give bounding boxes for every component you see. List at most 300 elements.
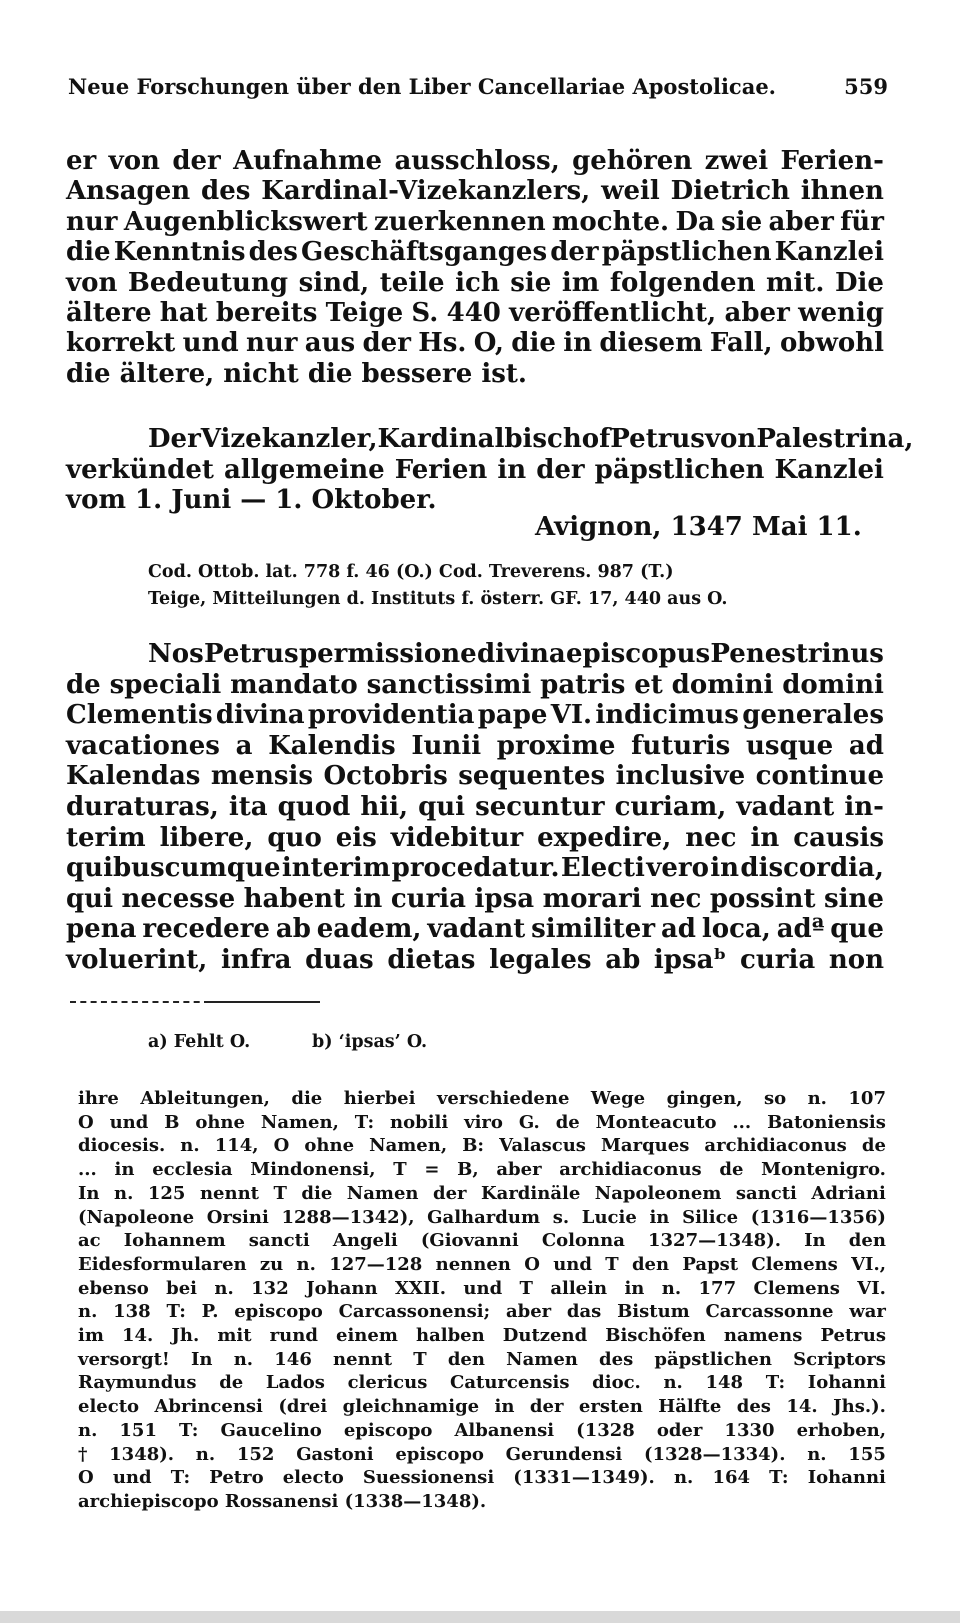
intro-line xyxy=(66,268,884,298)
word: bereits xyxy=(215,298,318,328)
word: T: xyxy=(179,1419,199,1441)
sources-line-1: Cod. Ottob. lat. 778 f. 46 (O.) Cod. Treverens. 987 (T.) xyxy=(148,562,674,582)
word: Namen xyxy=(346,1182,419,1204)
word: der xyxy=(432,1182,467,1204)
note-line xyxy=(78,1230,886,1251)
word: Kalendas xyxy=(66,761,201,792)
word: den xyxy=(848,1230,886,1252)
word: electo xyxy=(78,1396,140,1418)
word: päpstlichen xyxy=(601,237,772,268)
note-line xyxy=(78,1491,486,1512)
word: (1316—1356) xyxy=(750,1206,886,1228)
word: Nos xyxy=(148,639,204,669)
word: de xyxy=(861,1135,886,1157)
word: domini xyxy=(671,669,774,700)
word: ebenso xyxy=(78,1277,149,1299)
word: T xyxy=(413,1348,427,1370)
word: gingen, xyxy=(666,1088,743,1109)
word: für xyxy=(840,206,884,237)
word: Palestrina, xyxy=(756,424,914,454)
word: eadem, xyxy=(316,914,422,945)
text-line xyxy=(66,700,884,730)
word: Hs. xyxy=(418,328,467,359)
word: Iohanni xyxy=(807,1467,886,1489)
word: 127—128 xyxy=(329,1253,423,1275)
word: ab xyxy=(605,945,641,975)
word: ersten xyxy=(578,1396,643,1418)
word: Clemens xyxy=(753,1277,840,1299)
word: episcopus xyxy=(566,639,711,669)
word: nobili xyxy=(390,1111,449,1133)
note-line xyxy=(78,1278,886,1299)
word: das xyxy=(566,1301,602,1323)
word: 146 xyxy=(274,1348,312,1370)
word: terim xyxy=(66,822,146,853)
summary-line xyxy=(66,455,884,485)
word: rund xyxy=(269,1325,318,1346)
word: die xyxy=(66,237,111,268)
word: in xyxy=(114,1159,135,1181)
text-line xyxy=(66,761,884,791)
word: XXII. xyxy=(394,1277,446,1299)
word: In xyxy=(804,1230,826,1252)
text-line xyxy=(66,914,884,944)
word: episcopo xyxy=(234,1301,323,1323)
word: T xyxy=(519,1277,533,1299)
footnote-b: b) ‘ipsas’ O. xyxy=(312,1032,428,1052)
word: 1288—1342), xyxy=(281,1206,415,1228)
note-line xyxy=(78,1088,886,1109)
word: 155 xyxy=(848,1443,886,1465)
word: electo xyxy=(282,1467,344,1489)
intro-line xyxy=(66,298,884,328)
word: Aufnahme xyxy=(233,146,383,176)
word: S. xyxy=(411,298,439,328)
word: 177 xyxy=(698,1277,737,1299)
note-line xyxy=(78,1420,886,1441)
word: Dutzend xyxy=(502,1325,588,1346)
word: päpstlichen xyxy=(654,1348,772,1370)
word: Orsini xyxy=(206,1206,269,1228)
word: und xyxy=(109,1111,149,1133)
word: 1327—1348). xyxy=(648,1230,781,1252)
summary-line xyxy=(66,485,437,515)
word: In xyxy=(78,1182,100,1204)
word: vacationes xyxy=(66,730,220,761)
word: necesse xyxy=(121,883,236,914)
word: in xyxy=(353,883,383,914)
word: quibuscumque xyxy=(66,853,281,884)
word: im xyxy=(78,1325,104,1346)
word: und xyxy=(182,328,239,359)
word: patris xyxy=(540,669,626,700)
word: Kenntnis xyxy=(113,237,246,268)
word: in xyxy=(750,822,780,853)
word: in xyxy=(563,328,592,359)
word: Bedeutung xyxy=(127,267,289,298)
word: zwei xyxy=(704,146,769,176)
word: in xyxy=(494,1396,515,1418)
word: O, xyxy=(473,328,504,359)
note-line xyxy=(78,1372,886,1393)
word: dioc. xyxy=(592,1372,641,1394)
word: † xyxy=(78,1443,88,1465)
word: Kardinalbischof xyxy=(377,424,611,454)
word: (1328—1334). xyxy=(643,1443,786,1465)
word: n. xyxy=(673,1467,694,1489)
word: Wege xyxy=(590,1088,646,1109)
word: Mindonensi, xyxy=(250,1159,376,1181)
word: T xyxy=(273,1182,287,1204)
word: Bischöfen xyxy=(605,1325,706,1346)
note-line xyxy=(78,1254,886,1275)
word: Napoleonem xyxy=(594,1182,722,1204)
word: aus xyxy=(304,328,356,359)
word: quo xyxy=(267,822,322,853)
word: viro xyxy=(464,1111,503,1133)
word: qui xyxy=(66,883,113,914)
word: VI. xyxy=(550,700,593,731)
word: ihnen xyxy=(800,176,884,207)
word: von xyxy=(66,267,118,298)
word: quod xyxy=(277,792,351,822)
word: vadant xyxy=(427,914,526,945)
note-line xyxy=(78,1135,886,1156)
word: Kalendis xyxy=(268,730,396,761)
word: 1330 xyxy=(724,1419,775,1441)
word: Johann xyxy=(306,1277,378,1299)
word: Electi xyxy=(560,853,645,884)
word: in xyxy=(497,454,527,485)
word: Fall, xyxy=(709,328,773,359)
word: generales xyxy=(742,700,884,731)
word: Marques xyxy=(601,1135,690,1157)
word: clericus xyxy=(347,1372,428,1394)
word: libere, xyxy=(159,822,254,853)
word: (1331—1349). xyxy=(513,1467,655,1489)
word: Silice xyxy=(682,1206,739,1228)
word: morari xyxy=(542,883,642,914)
word: ad xyxy=(848,730,884,761)
word: T: xyxy=(170,1467,191,1489)
word: Carcassonensi; xyxy=(338,1301,491,1323)
scan-bottom-edge xyxy=(0,1611,960,1623)
word: diocesis. xyxy=(78,1135,166,1157)
word: possint xyxy=(709,883,816,914)
word: Montenigro. xyxy=(761,1159,886,1181)
word: verkündet xyxy=(66,454,214,485)
word: et xyxy=(634,669,663,700)
word: Suessionensi xyxy=(362,1467,495,1489)
word: (Giovanni xyxy=(420,1230,519,1252)
word: die xyxy=(291,1088,323,1109)
word: VI. xyxy=(857,1277,886,1299)
word: mochte. xyxy=(551,206,670,237)
note-line xyxy=(78,1396,886,1417)
note-line xyxy=(78,1467,886,1488)
word: Ansagen xyxy=(66,176,191,207)
word: videbitur xyxy=(390,822,524,853)
word: Angeli xyxy=(332,1230,398,1252)
word: divina xyxy=(476,639,566,669)
word: O xyxy=(78,1467,94,1489)
word: pape xyxy=(477,700,548,731)
word: von xyxy=(704,424,757,454)
word: allein xyxy=(550,1277,608,1299)
word: Dietrich xyxy=(670,176,790,207)
footnote-rule-dashed xyxy=(70,1001,210,1003)
word: ohne xyxy=(304,1135,355,1157)
word: T xyxy=(393,1159,407,1181)
word: n. xyxy=(180,1135,200,1157)
word: den xyxy=(447,1348,485,1370)
word: Petrus xyxy=(204,639,299,669)
word: weil xyxy=(601,176,660,207)
word: hii, xyxy=(360,792,409,822)
word: des xyxy=(248,237,298,268)
word: gleichnamige xyxy=(342,1396,480,1418)
word: und xyxy=(553,1253,592,1275)
text-line xyxy=(66,823,884,853)
word: Petro xyxy=(209,1467,264,1489)
word: aber xyxy=(768,206,834,237)
word: folgenden xyxy=(609,267,756,298)
note-line xyxy=(78,1349,886,1370)
word: B: xyxy=(462,1135,485,1157)
word: que xyxy=(830,914,884,945)
word: Namen xyxy=(506,1348,578,1370)
word: veröffentlicht, xyxy=(509,298,717,328)
word: hierbei xyxy=(343,1088,416,1109)
word: causis xyxy=(793,822,884,853)
word: sancti xyxy=(248,1230,310,1252)
word: eis xyxy=(335,822,377,853)
word: nec xyxy=(685,822,737,853)
word: die xyxy=(301,1182,333,1204)
word: ohne xyxy=(195,1111,245,1133)
word: oder xyxy=(656,1419,703,1441)
word: loca, xyxy=(701,914,771,945)
word: futuris xyxy=(631,730,731,761)
word: Vizekanzler, xyxy=(200,424,378,454)
note-line xyxy=(78,1159,886,1180)
word: legales xyxy=(489,945,592,975)
word: teile xyxy=(379,267,445,298)
word: ita xyxy=(228,792,268,822)
word: sanctissimi xyxy=(366,669,532,700)
word: Die xyxy=(834,267,884,298)
word: archiepiscopo Rossanensi (1338—1348). xyxy=(78,1490,487,1512)
word: Kardinal-Vizekanzlers, xyxy=(261,176,591,207)
word: Namen, xyxy=(369,1135,448,1157)
word: halben xyxy=(415,1325,485,1346)
word: zu xyxy=(259,1253,284,1275)
word: ... xyxy=(78,1159,97,1181)
word: duas xyxy=(305,945,374,975)
word: der xyxy=(550,237,599,268)
word: similiter xyxy=(531,914,656,945)
word: n. xyxy=(807,1443,827,1465)
word: P. xyxy=(201,1301,219,1323)
page-number: 559 xyxy=(844,74,888,99)
word: von xyxy=(108,146,160,176)
word: ausschloss, xyxy=(394,146,560,176)
word: Bistum xyxy=(617,1301,690,1323)
word: adª xyxy=(776,914,825,945)
word: Valascus xyxy=(499,1135,586,1157)
word: n. xyxy=(663,1372,683,1394)
place-date: Avignon, 1347 Mai 11. xyxy=(535,512,862,542)
word: Da xyxy=(675,206,715,237)
word: Raymundus xyxy=(78,1372,197,1394)
word: recedere xyxy=(142,914,270,945)
word: Colonna xyxy=(541,1230,625,1252)
word: de xyxy=(555,1111,580,1133)
word: voluerint, xyxy=(66,945,208,975)
word: n. xyxy=(195,1443,216,1465)
word: 164 xyxy=(712,1467,751,1489)
word: 1348). xyxy=(109,1443,175,1465)
word: secuntur xyxy=(475,792,605,822)
word: aber xyxy=(496,1159,542,1181)
word: n. xyxy=(114,1182,134,1204)
intro-line xyxy=(66,237,884,267)
word: speciali xyxy=(109,669,222,700)
word: aber xyxy=(505,1301,552,1323)
word: in xyxy=(624,1277,645,1299)
word: gehören xyxy=(572,146,693,176)
word: hat xyxy=(159,298,208,328)
word: providentia xyxy=(307,700,475,731)
word: (1328 xyxy=(576,1419,635,1441)
word: B xyxy=(164,1111,180,1133)
word: Adriani xyxy=(811,1182,886,1204)
word: obwohl xyxy=(779,328,884,359)
word: qui xyxy=(418,792,466,822)
word: sequentes xyxy=(458,761,606,792)
word: episcopo xyxy=(395,1443,484,1465)
word: B, xyxy=(457,1159,479,1181)
word: sie xyxy=(721,206,763,237)
word: a xyxy=(235,730,253,761)
word: 440 xyxy=(446,298,501,328)
word: Penestrinus xyxy=(710,639,884,669)
word: Iohannem xyxy=(123,1230,226,1252)
word: usque xyxy=(746,730,834,761)
header-title: Neue Forschungen über den Liber Cancellariae Apostolicae. xyxy=(68,74,776,99)
word: = xyxy=(424,1159,440,1181)
word: ... xyxy=(732,1111,752,1133)
word: G. xyxy=(518,1111,540,1133)
word: Caturcensis xyxy=(450,1372,570,1394)
word: Teige xyxy=(325,298,404,328)
word: allgemeine xyxy=(223,454,385,485)
word: Hälfte xyxy=(658,1396,722,1418)
word: des xyxy=(599,1348,634,1370)
word: archidiaconus xyxy=(559,1159,702,1181)
word: aber xyxy=(724,298,790,328)
word: indicimus xyxy=(595,700,739,731)
word: ihre xyxy=(78,1088,119,1109)
word: ecclesia xyxy=(152,1159,233,1181)
word: Galhardum xyxy=(427,1206,540,1228)
word: proxime xyxy=(496,730,616,761)
word: vom 1. Juni — 1. Oktober. xyxy=(66,485,437,515)
word: Lucie xyxy=(581,1206,637,1228)
word: die xyxy=(511,328,556,359)
word: de xyxy=(719,1159,744,1181)
text-line xyxy=(66,792,884,822)
word: Namen, xyxy=(260,1111,339,1133)
intro-line xyxy=(66,176,884,206)
word: versorgt! xyxy=(78,1348,170,1370)
note-line xyxy=(78,1444,886,1465)
word: Octobris xyxy=(323,761,448,792)
word: 138 xyxy=(113,1301,151,1323)
word: Batoniensis xyxy=(767,1111,886,1133)
word: n. xyxy=(661,1277,682,1299)
word: expedire, xyxy=(537,822,672,853)
word: Gastoni xyxy=(296,1443,374,1465)
word: mit xyxy=(217,1325,252,1346)
word: im xyxy=(561,267,600,298)
word: diesem xyxy=(599,328,703,359)
word: permissione xyxy=(298,639,477,669)
word: 151 xyxy=(119,1419,157,1441)
word: O xyxy=(524,1253,540,1275)
word: curia xyxy=(390,883,466,914)
word: sine xyxy=(823,883,884,914)
word: ad xyxy=(660,914,696,945)
word: Kardinäle xyxy=(481,1182,581,1204)
word: in xyxy=(649,1206,670,1228)
word: continue xyxy=(755,761,884,792)
word: T xyxy=(605,1253,619,1275)
text-line xyxy=(66,884,884,914)
word: n. xyxy=(233,1348,254,1370)
word: Augenblickswert xyxy=(123,206,368,237)
word: sancti xyxy=(735,1182,797,1204)
word: Der xyxy=(148,424,201,454)
word: ab xyxy=(275,914,311,945)
word: Petrus xyxy=(610,424,705,454)
word: er xyxy=(66,146,97,176)
intro-line xyxy=(66,207,884,237)
intro-line xyxy=(66,328,884,358)
word: 152 xyxy=(236,1443,275,1465)
word: (drei xyxy=(278,1396,328,1418)
word: und xyxy=(463,1277,503,1299)
word: ich xyxy=(455,267,500,298)
footnote-a: a) Fehlt O. xyxy=(148,1032,251,1052)
word: sie xyxy=(510,267,552,298)
word: interim xyxy=(281,853,391,884)
word: einem xyxy=(336,1325,398,1346)
word: n. xyxy=(214,1277,234,1299)
word: nennen xyxy=(435,1253,511,1275)
word: de xyxy=(66,669,101,700)
text-line xyxy=(66,945,884,975)
word: vero xyxy=(646,853,709,884)
word: des xyxy=(736,1396,771,1418)
word: Monteacuto xyxy=(595,1111,717,1133)
word: T: xyxy=(166,1301,186,1323)
word: sind, xyxy=(298,267,370,298)
word: nur xyxy=(245,328,298,359)
word: Papst xyxy=(682,1253,739,1275)
note-line xyxy=(78,1325,886,1346)
word: In xyxy=(191,1348,213,1370)
